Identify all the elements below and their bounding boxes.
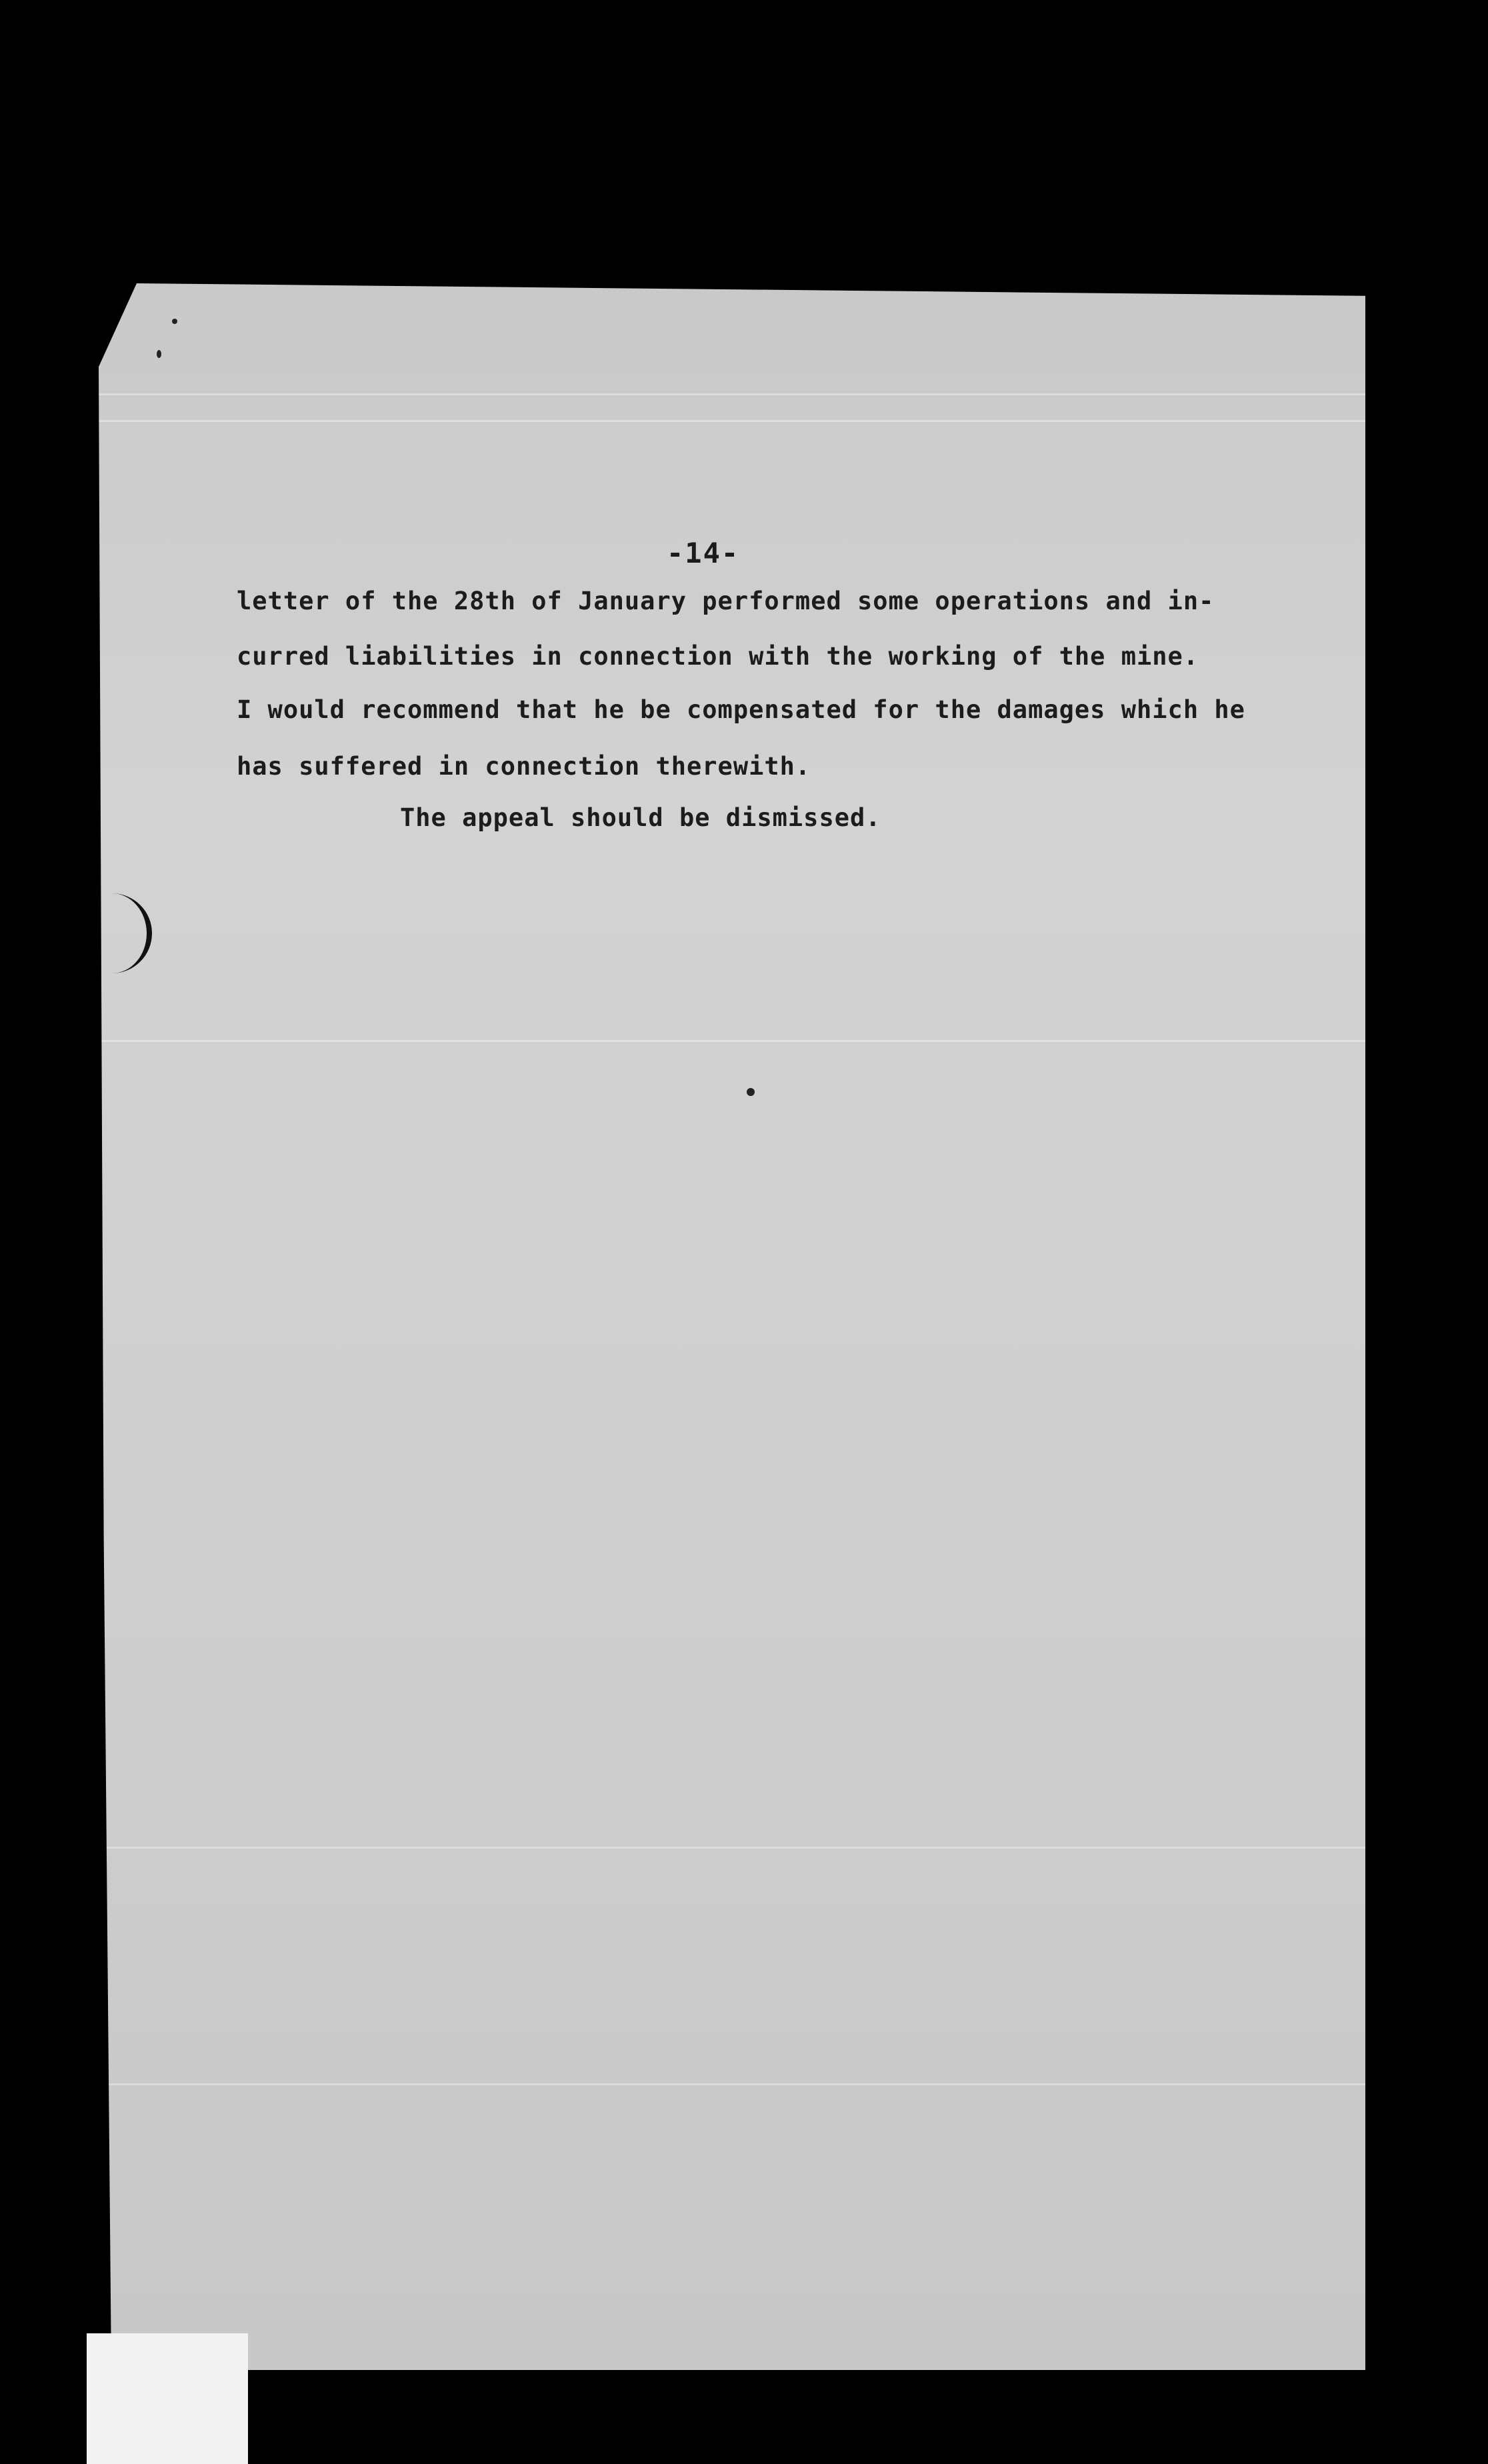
- page-number: -14-: [667, 537, 740, 569]
- text-line-3: I would recommend that he be compensated for the damages which he: [237, 695, 1245, 724]
- paper-rule-line: [99, 393, 1365, 395]
- paper-rule-line: [99, 1847, 1365, 1849]
- ink-speck: [157, 350, 161, 358]
- ink-speck: [747, 1088, 755, 1096]
- ink-speck: [172, 319, 177, 324]
- paper-rule-line: [99, 420, 1365, 422]
- paper-rule-line: [99, 2083, 1365, 2085]
- text-line-4: has suffered in connection therewith.: [237, 752, 811, 781]
- paper-rule-line: [99, 1040, 1365, 1042]
- text-line-2: curred liabilities in connection with the working of the mine.: [237, 642, 1199, 671]
- film-corner-tab: [87, 2333, 248, 2464]
- text-line-1: letter of the 28th of January performed some operations and in-: [237, 587, 1215, 615]
- text-line-5: The appeal should be dismissed.: [400, 803, 881, 832]
